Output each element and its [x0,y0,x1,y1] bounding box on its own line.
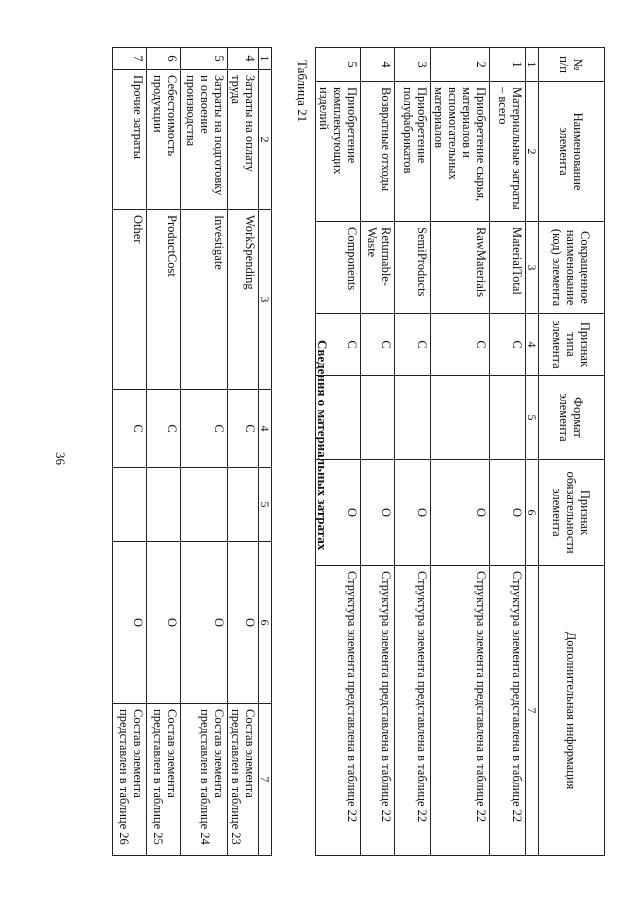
element-required: O [147,542,181,704]
element-code: Components [316,222,361,314]
col-number: 5 [526,376,539,460]
row-number: 4 [228,48,259,70]
col-number: 1 [526,48,539,82]
element-type: C [490,314,526,376]
row-number: 3 [395,48,431,82]
element-format [490,376,526,460]
element-code: Returnable-Waste [361,222,395,314]
element-format [431,376,490,460]
table-b-number-row [526,48,539,856]
col-number: 7 [259,704,272,856]
element-format [395,376,431,460]
element-required: O [228,542,259,704]
element-code: WorkSpending [228,210,259,390]
element-format [361,376,395,460]
table-label: Таблица 21 [295,60,310,123]
element-name: Возвратные отходы [361,82,395,222]
table-a [112,47,272,856]
header-number: № п/п [539,48,605,82]
element-info: Состав элемента представлен в таблице 24 [181,704,228,856]
col-number: 6 [259,542,272,704]
element-info: Состав элемента представлен в таблице 26 [113,704,147,856]
table-a-number-row [259,48,272,856]
element-required: O [316,460,361,566]
table-row [147,48,181,856]
table-row [395,48,431,856]
table-row [490,48,526,856]
element-format [181,468,228,542]
table-caption: Сведения о материальных затратах [315,340,330,551]
col-number: 2 [259,70,272,210]
row-number: 5 [181,48,228,70]
element-name: Прочие затраты [113,70,147,210]
element-type: C [228,390,259,468]
table-b-wrapper [315,47,605,856]
element-required: O [361,460,395,566]
element-type: C [316,314,361,376]
element-code: SemiProducts [395,222,431,314]
table-b-header-row [539,48,605,856]
element-info: Состав элемента представлен в таблице 23 [228,704,259,856]
col-number: 3 [259,210,272,390]
col-number: 4 [526,314,539,376]
row-number: 2 [431,48,490,82]
row-number: 1 [490,48,526,82]
element-code: MaterialTotal [490,222,526,314]
table-row [181,48,228,856]
element-type: C [431,314,490,376]
element-code: RawMaterials [431,222,490,314]
element-info: Структура элемента представлена в таблице 22 [316,566,361,856]
element-code: ProductCost [147,210,181,390]
element-name: Затраты на подготовку и освоение производства [181,70,228,210]
element-name: Приобретение сырья, материалов и вспомогательных материалов [431,82,490,222]
element-required: O [431,460,490,566]
element-name: Приобретение полуфабрикатов [395,82,431,222]
element-required: O [490,460,526,566]
col-number: 4 [259,390,272,468]
element-required: O [113,542,147,704]
element-type: C [395,314,431,376]
table-row [113,48,147,856]
table-b [315,47,605,856]
element-type: C [113,390,147,468]
col-number: 2 [526,82,539,222]
col-number: 7 [526,566,539,856]
element-info: Состав элемента представлен в таблице 25 [147,704,181,856]
element-info: Структура элемента представлена в таблице 22 [361,566,395,856]
header-type: Признак типа элемента [539,314,605,376]
table-a-wrapper [112,47,272,856]
row-number: 5 [316,48,361,82]
element-code: Investigate [181,210,228,390]
element-info: Структура элемента представлена в таблице 22 [490,566,526,856]
element-info: Структура элемента представлена в таблице 22 [395,566,431,856]
element-info: Структура элемента представлена в таблице 22 [431,566,490,856]
row-number: 4 [361,48,395,82]
table-row [316,48,361,856]
table-row [431,48,490,856]
row-number: 7 [113,48,147,70]
element-format [147,468,181,542]
col-number: 5 [259,468,272,542]
col-number: 6 [526,460,539,566]
header-format: Формат элемента [539,376,605,460]
element-type: C [181,390,228,468]
page-number: 36 [53,452,68,465]
col-number: 3 [526,222,539,314]
table-row [228,48,259,856]
header-info: Дополнительная информация [539,566,605,856]
element-format [113,468,147,542]
col-number: 1 [259,48,272,70]
element-name: Затраты на оплату труда [228,70,259,210]
element-type: C [147,390,181,468]
row-number: 6 [147,48,181,70]
element-name: Материальные затраты – всего [490,82,526,222]
element-name: Приобретение комплектующих изделий [316,82,361,222]
element-required: O [395,460,431,566]
header-name: Наименование элемента [539,82,605,222]
element-format [228,468,259,542]
table-row [361,48,395,856]
element-type: C [361,314,395,376]
element-format [316,376,361,460]
element-name: Себестоимость продукции [147,70,181,210]
element-required: O [181,542,228,704]
element-code: Other [113,210,147,390]
header-code: Сокращенное наименование (код) элемента [539,222,605,314]
header-required: Признак обязательности элемента [539,460,605,566]
